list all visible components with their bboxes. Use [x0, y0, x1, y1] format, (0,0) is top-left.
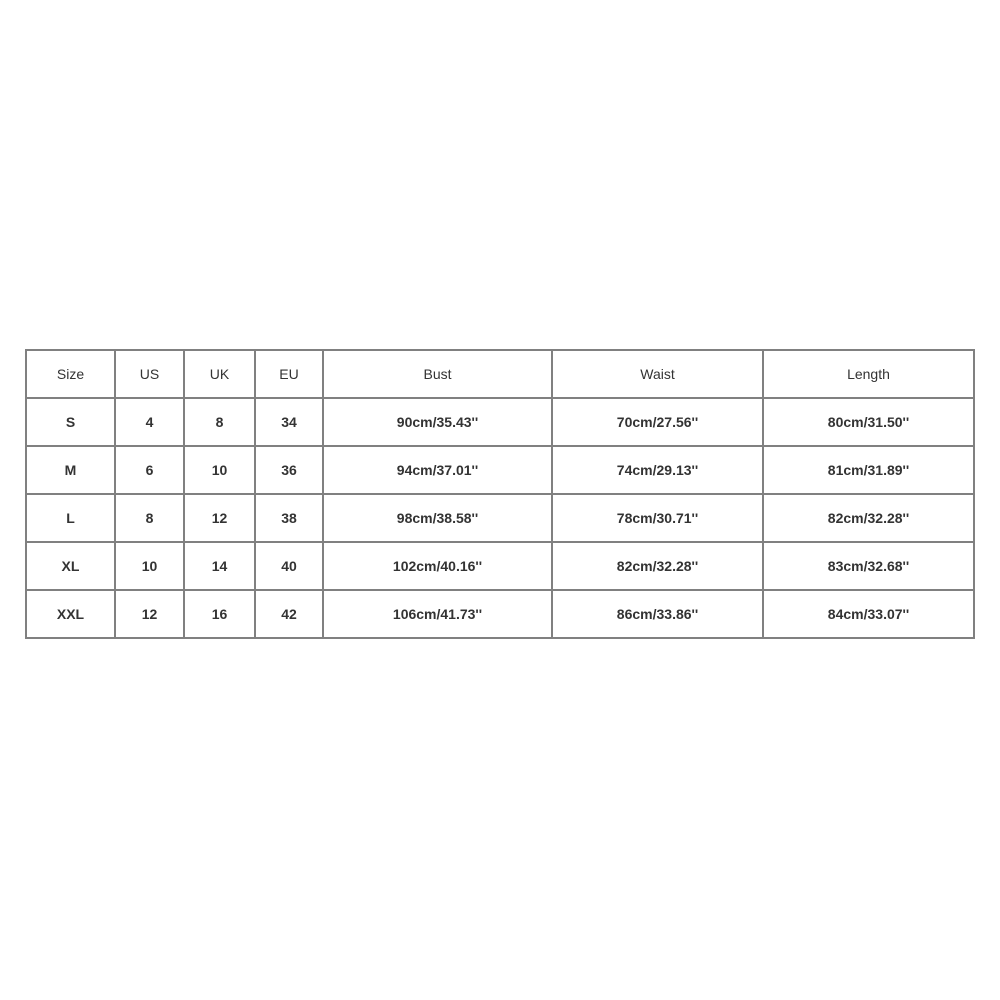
cell-uk: 8: [184, 398, 255, 446]
cell-waist: 70cm/27.56'': [552, 398, 763, 446]
cell-length: 82cm/32.28'': [763, 494, 974, 542]
cell-waist: 86cm/33.86'': [552, 590, 763, 638]
cell-length: 80cm/31.50'': [763, 398, 974, 446]
cell-eu: 34: [255, 398, 323, 446]
cell-bust: 102cm/40.16'': [323, 542, 552, 590]
cell-eu: 38: [255, 494, 323, 542]
size-chart-table: [25, 349, 975, 639]
cell-waist: 74cm/29.13'': [552, 446, 763, 494]
cell-bust: 94cm/37.01'': [323, 446, 552, 494]
cell-length: 84cm/33.07'': [763, 590, 974, 638]
cell-us: 8: [115, 494, 184, 542]
cell-size: XL: [26, 542, 115, 590]
cell-size: L: [26, 494, 115, 542]
header-bust: Bust: [323, 350, 552, 398]
cell-uk: 10: [184, 446, 255, 494]
cell-eu: 42: [255, 590, 323, 638]
cell-uk: 16: [184, 590, 255, 638]
cell-uk: 14: [184, 542, 255, 590]
cell-us: 12: [115, 590, 184, 638]
cell-bust: 106cm/41.73'': [323, 590, 552, 638]
cell-size: S: [26, 398, 115, 446]
cell-eu: 36: [255, 446, 323, 494]
cell-waist: 78cm/30.71'': [552, 494, 763, 542]
header-length: Length: [763, 350, 974, 398]
table-row: [26, 590, 974, 638]
cell-bust: 90cm/35.43'': [323, 398, 552, 446]
cell-uk: 12: [184, 494, 255, 542]
table-row: [26, 398, 974, 446]
cell-length: 83cm/32.68'': [763, 542, 974, 590]
header-eu: EU: [255, 350, 323, 398]
table-header-row: [26, 350, 974, 398]
cell-us: 6: [115, 446, 184, 494]
cell-length: 81cm/31.89'': [763, 446, 974, 494]
cell-bust: 98cm/38.58'': [323, 494, 552, 542]
cell-eu: 40: [255, 542, 323, 590]
table-row: [26, 494, 974, 542]
header-size: Size: [26, 350, 115, 398]
table-row: [26, 446, 974, 494]
table-row: [26, 542, 974, 590]
cell-waist: 82cm/32.28'': [552, 542, 763, 590]
header-waist: Waist: [552, 350, 763, 398]
header-uk: UK: [184, 350, 255, 398]
cell-us: 10: [115, 542, 184, 590]
cell-size: XXL: [26, 590, 115, 638]
cell-size: M: [26, 446, 115, 494]
cell-us: 4: [115, 398, 184, 446]
header-us: US: [115, 350, 184, 398]
